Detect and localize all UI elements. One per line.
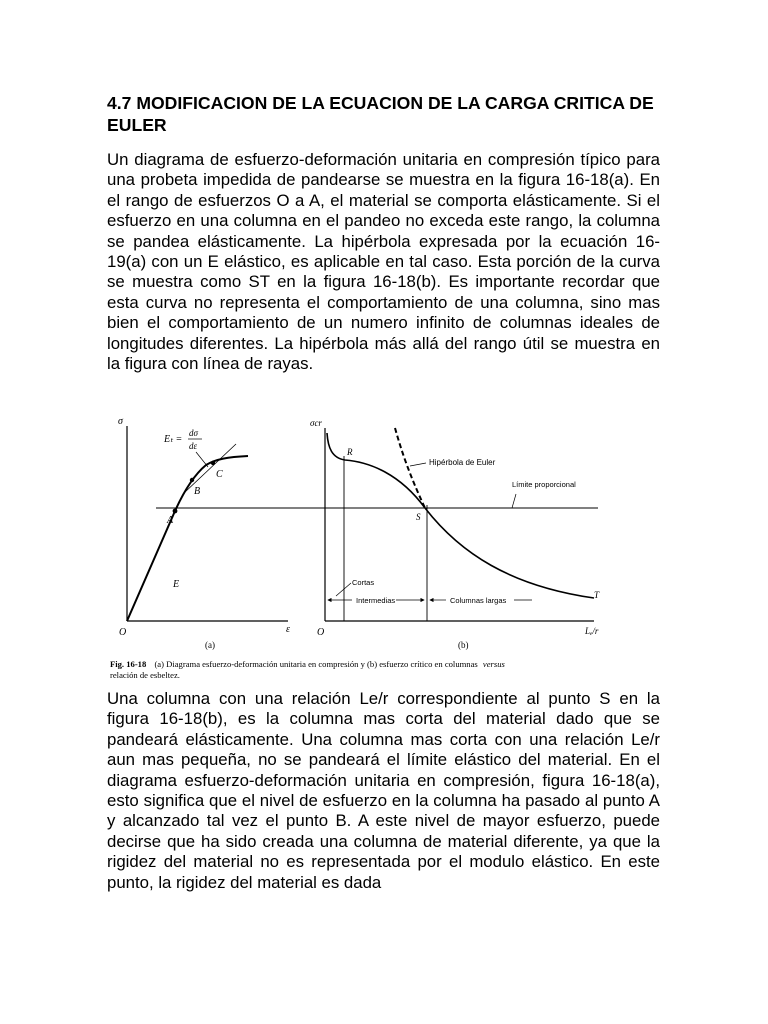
a-point-b xyxy=(190,478,194,482)
panel-a xyxy=(118,416,290,650)
b-origin-label: O xyxy=(317,627,325,638)
b-euler-hyperbola-dashed xyxy=(395,428,425,508)
a-point-a-label: A xyxy=(167,515,174,526)
a-point-a xyxy=(173,509,178,514)
a-tangent-modulus-num: dσ xyxy=(189,428,198,438)
b-prop-limit-pointer xyxy=(512,494,516,508)
a-panel-label: (a) xyxy=(205,640,215,650)
body-paragraph-2: Una columna con una relación Le/r correspondiente al punto S en la figura 16-18(b), es la columna mas corta del material dado que se pandeará elásticamente. Una columna mas corta con una relación Le/r aun mas pequeña, no se pandeará el límite elástico del material. En el diagrama esfuerzo-deformación unitaria en compresión, figura 16-18(a), esto significa que el nivel de esfuerzo en la columna ha pasado al punto A y alcanzado tal vez el punto B. A este nivel de mayor esfuerzo, puede decirse que ha sido creada una columna de material diferente, ya que la rigidez del material no es representada por el modulo elástico. En este punto, la rigidez del material es dada xyxy=(107,689,660,892)
b-euler-pointer xyxy=(410,463,426,466)
a-point-c-label: C xyxy=(216,469,223,480)
b-x-axis-label: Lₑ/r xyxy=(585,626,599,636)
figure-caption-line-2: relación de esbeltez. xyxy=(110,670,180,680)
caption-italic: versus xyxy=(482,659,505,669)
figure-caption-line-1 xyxy=(110,659,506,669)
a-stress-strain-curve xyxy=(127,456,248,621)
b-cortas-label: Cortas xyxy=(352,578,375,587)
b-panel-label: (b) xyxy=(458,640,469,650)
b-euler-label: Hipérbola de Euler xyxy=(429,458,496,467)
a-tangent-modulus-lhs: Eₜ = xyxy=(164,434,183,445)
a-tangent-line xyxy=(184,444,236,493)
b-intermedias-label: Intermedias xyxy=(356,596,396,605)
b-point-s-label: S xyxy=(416,512,421,522)
a-point-b-label: B xyxy=(194,486,201,497)
caption-text: (a) Diagrama esfuerzo-deformación unitaria en compresión y (b) esfuerzo crítico en columnas xyxy=(154,659,478,669)
panel-b xyxy=(310,418,600,650)
a-tangent-modulus-den: dε xyxy=(189,441,198,451)
section-heading: 4.7 MODIFICACION DE LA ECUACION DE LA CARGA CRITICA DE EULER xyxy=(107,93,654,135)
b-largas-label: Columnas largas xyxy=(450,596,507,605)
a-y-axis-label: σ xyxy=(118,416,123,427)
body-paragraph-1: Un diagrama de esfuerzo-deformación unitaria en compresión típico para una probeta impedida de pandearse se muestra en la figura 16-18(a). En el rango de esfuerzos O a A, el material se comporta elásticamente. Si el esfuerzo en una columna en el pandeo no exceda este rango, la columna se pandea elásticamente. La hipérbola expresada por la ecuación 16-19(a) con un E elástico, es aplicable en tal caso. Esta porción de la curva se muestra como ST en la figura 16-18(b). Es importante recordar que esta curva no representa el comportamiento de una columna, sino mas bien el comportamiento de un numero infinito de columnas ideales de longitudes diferentes. La hipérbola más allá del rango útil se muestra en la figura con línea de rayas. xyxy=(107,150,660,374)
b-cortas-pointer xyxy=(336,583,351,596)
a-point-c xyxy=(211,461,215,465)
figure-16-18 xyxy=(110,408,610,686)
a-origin-label: O xyxy=(119,627,127,638)
b-prop-limit-label: Límite proporcional xyxy=(512,480,576,489)
a-x-axis-label: ε xyxy=(286,624,290,635)
b-point-r-label: R xyxy=(347,447,353,457)
a-formula-pointer xyxy=(196,452,208,467)
a-slope-label: E xyxy=(173,579,180,590)
b-point-t-label: T xyxy=(594,590,600,600)
b-y-axis-label: σcr xyxy=(310,418,322,428)
caption-fig-number: Fig. 16-18 xyxy=(110,659,147,669)
